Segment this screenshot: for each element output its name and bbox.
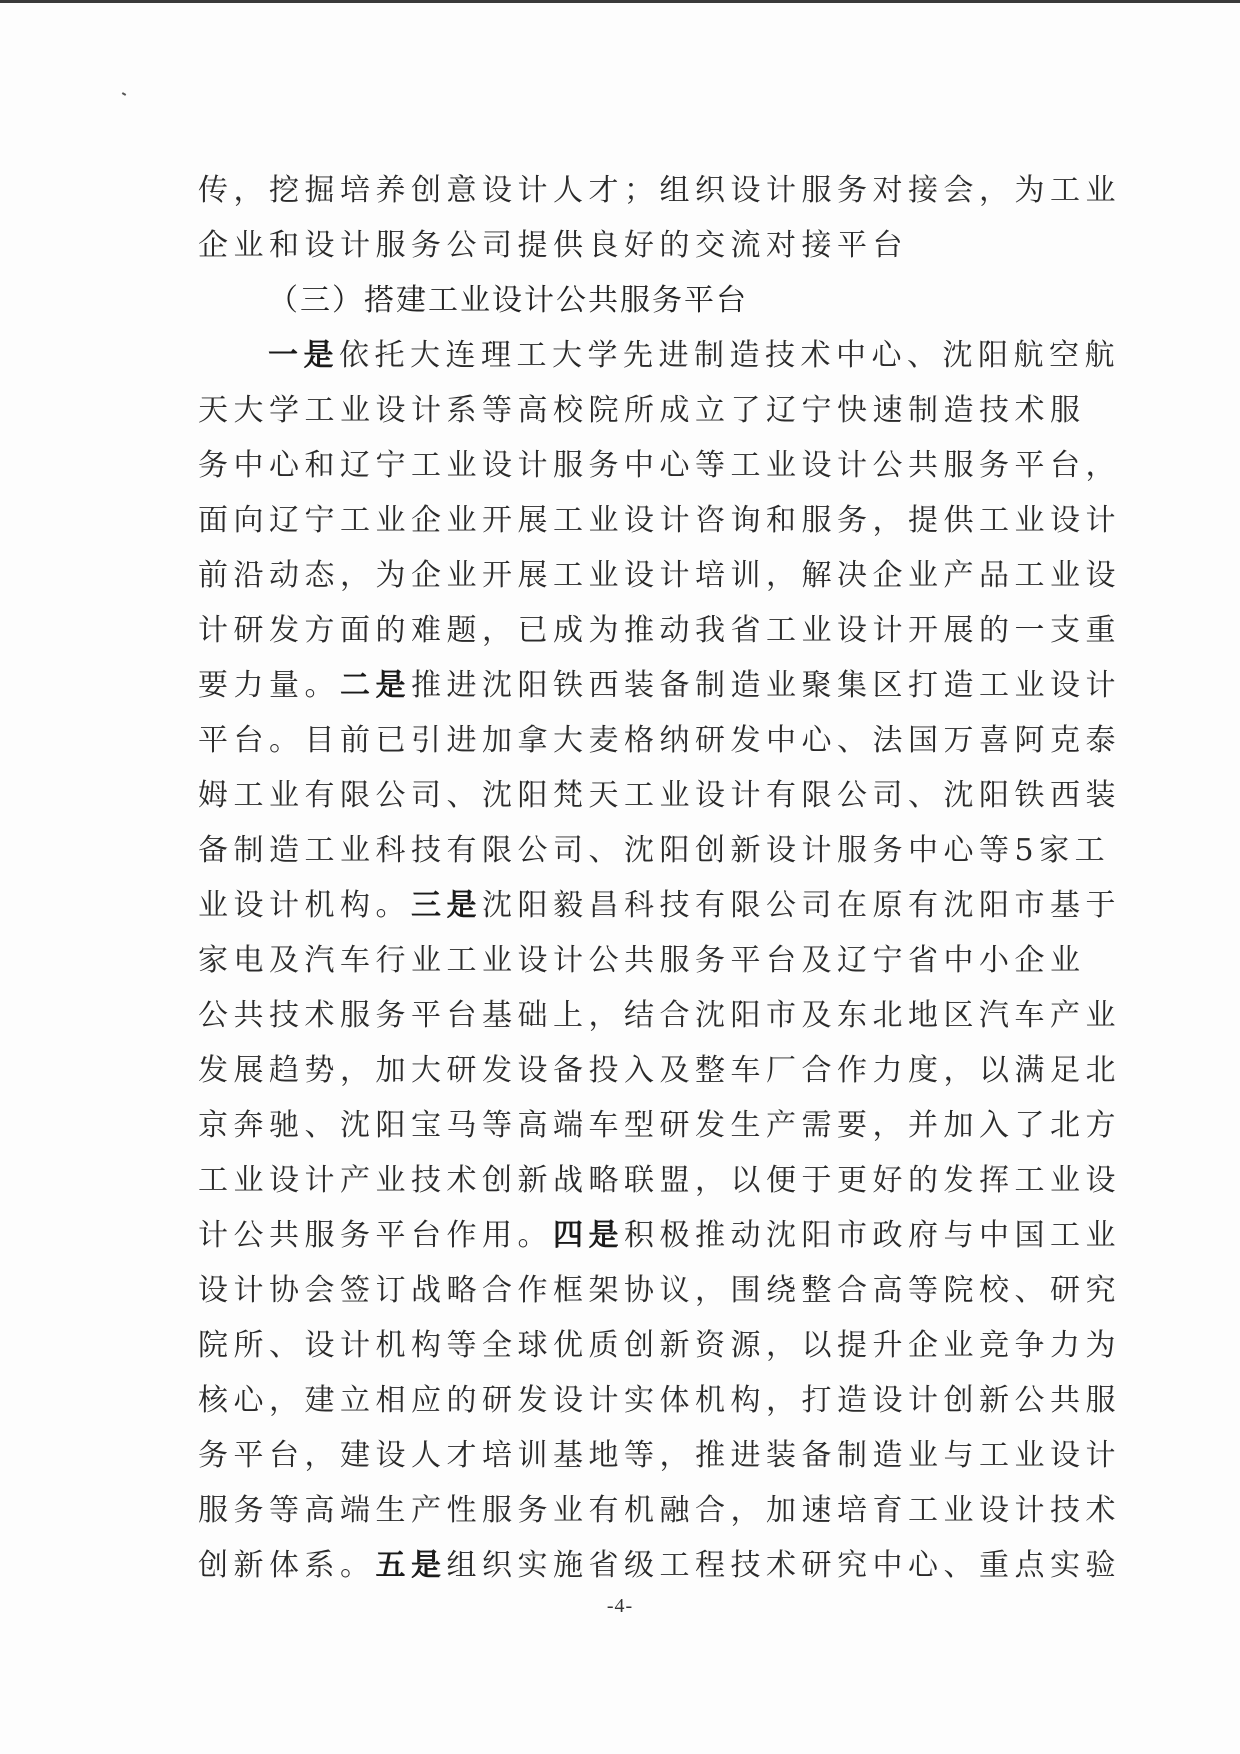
- text-line: 备制造工业科技有限公司、沈阳创新设计服务中心等5家工: [198, 833, 1111, 868]
- top-border-line: [0, 0, 1240, 3]
- text-segment: 积极推动沈阳市政府与中国工业: [624, 1218, 1121, 1253]
- text-line: 设计协会签订战略合作框架协议，围绕整合高等院校、研究: [198, 1273, 1121, 1308]
- keyword-fifth: 五是: [375, 1548, 447, 1583]
- text-line: [198, 328, 1120, 383]
- keyword-third: 三是: [411, 888, 482, 923]
- text-segment: 依托大连理工大学先进制造技术中心、沈阳航空航: [339, 338, 1120, 373]
- text-line: 务平台，建设人才培训基地等，推进装备制造业与工业设计: [198, 1438, 1121, 1473]
- text-line: 院所、设计机构等全球优质创新资源，以提升企业竞争力为: [198, 1328, 1121, 1363]
- text-line: 前沿动态，为企业开展工业设计培训，解决企业产品工业设: [198, 558, 1121, 593]
- page-number: -4-: [606, 1595, 634, 1617]
- text-line: 企业和设计服务公司提供良好的交流对接平台: [198, 228, 908, 263]
- keyword-fourth: 四是: [553, 1218, 624, 1253]
- text-line: 务中心和辽宁工业设计服务中心等工业设计公共服务平台，: [198, 448, 1121, 483]
- text-line: 姆工业有限公司、沈阳梵天工业设计有限公司、沈阳铁西装: [198, 778, 1121, 813]
- scan-speck: [122, 92, 126, 96]
- text-segment: 要力量。: [198, 668, 340, 703]
- text-line: 家电及汽车行业工业设计公共服务平台及辽宁省中小企业: [198, 943, 1086, 978]
- text-segment: 业设计机构。: [198, 888, 411, 923]
- text-line: 服务等高端生产性服务业有机融合，加速培育工业设计技术: [198, 1493, 1121, 1528]
- text-line: 京奔驰、沈阳宝马等高端车型研发生产需要，并加入了北方: [198, 1108, 1121, 1143]
- text-line: [198, 658, 1121, 713]
- text-segment: 计公共服务平台作用。: [198, 1218, 553, 1253]
- text-line: 核心，建立相应的研发设计实体机构，打造设计创新公共服: [198, 1383, 1121, 1418]
- text-line: 面向辽宁工业企业开展工业设计咨询和服务，提供工业设计: [198, 503, 1121, 538]
- text-segment: 推进沈阳铁西装备制造业聚集区打造工业设计: [411, 668, 1121, 703]
- text-line: 公共技术服务平台基础上，结合沈阳市及东北地区汽车产业: [198, 998, 1121, 1033]
- section-heading: （三）搭建工业设计公共服务平台: [268, 283, 748, 318]
- text-line: [198, 1208, 1121, 1263]
- text-line: 计研发方面的难题，已成为推动我省工业设计开展的一支重: [198, 613, 1121, 648]
- text-line: 发展趋势，加大研发设备投入及整车厂合作力度，以满足北: [198, 1053, 1121, 1088]
- text-line: 平台。目前已引进加拿大麦格纳研发中心、法国万喜阿克泰: [198, 723, 1121, 758]
- body-text: [198, 163, 1121, 1593]
- text-segment: 创新体系。: [198, 1548, 376, 1583]
- text-line: [198, 1538, 1121, 1593]
- keyword-first: 一是: [268, 338, 339, 373]
- text-line: 天大学工业设计系等高校院所成立了辽宁快速制造技术服: [198, 393, 1086, 428]
- text-segment: 沈阳毅昌科技有限公司在原有沈阳市基于: [482, 888, 1121, 923]
- text-line: 工业设计产业技术创新战略联盟，以便于更好的发挥工业设: [198, 1163, 1121, 1198]
- text-line: [198, 878, 1121, 933]
- text-line: 传，挖掘培养创意设计人才；组织设计服务对接会，为工业: [198, 173, 1121, 208]
- keyword-second: 二是: [340, 668, 411, 703]
- text-segment: 组织实施省级工程技术研究中心、重点实验: [446, 1548, 1121, 1583]
